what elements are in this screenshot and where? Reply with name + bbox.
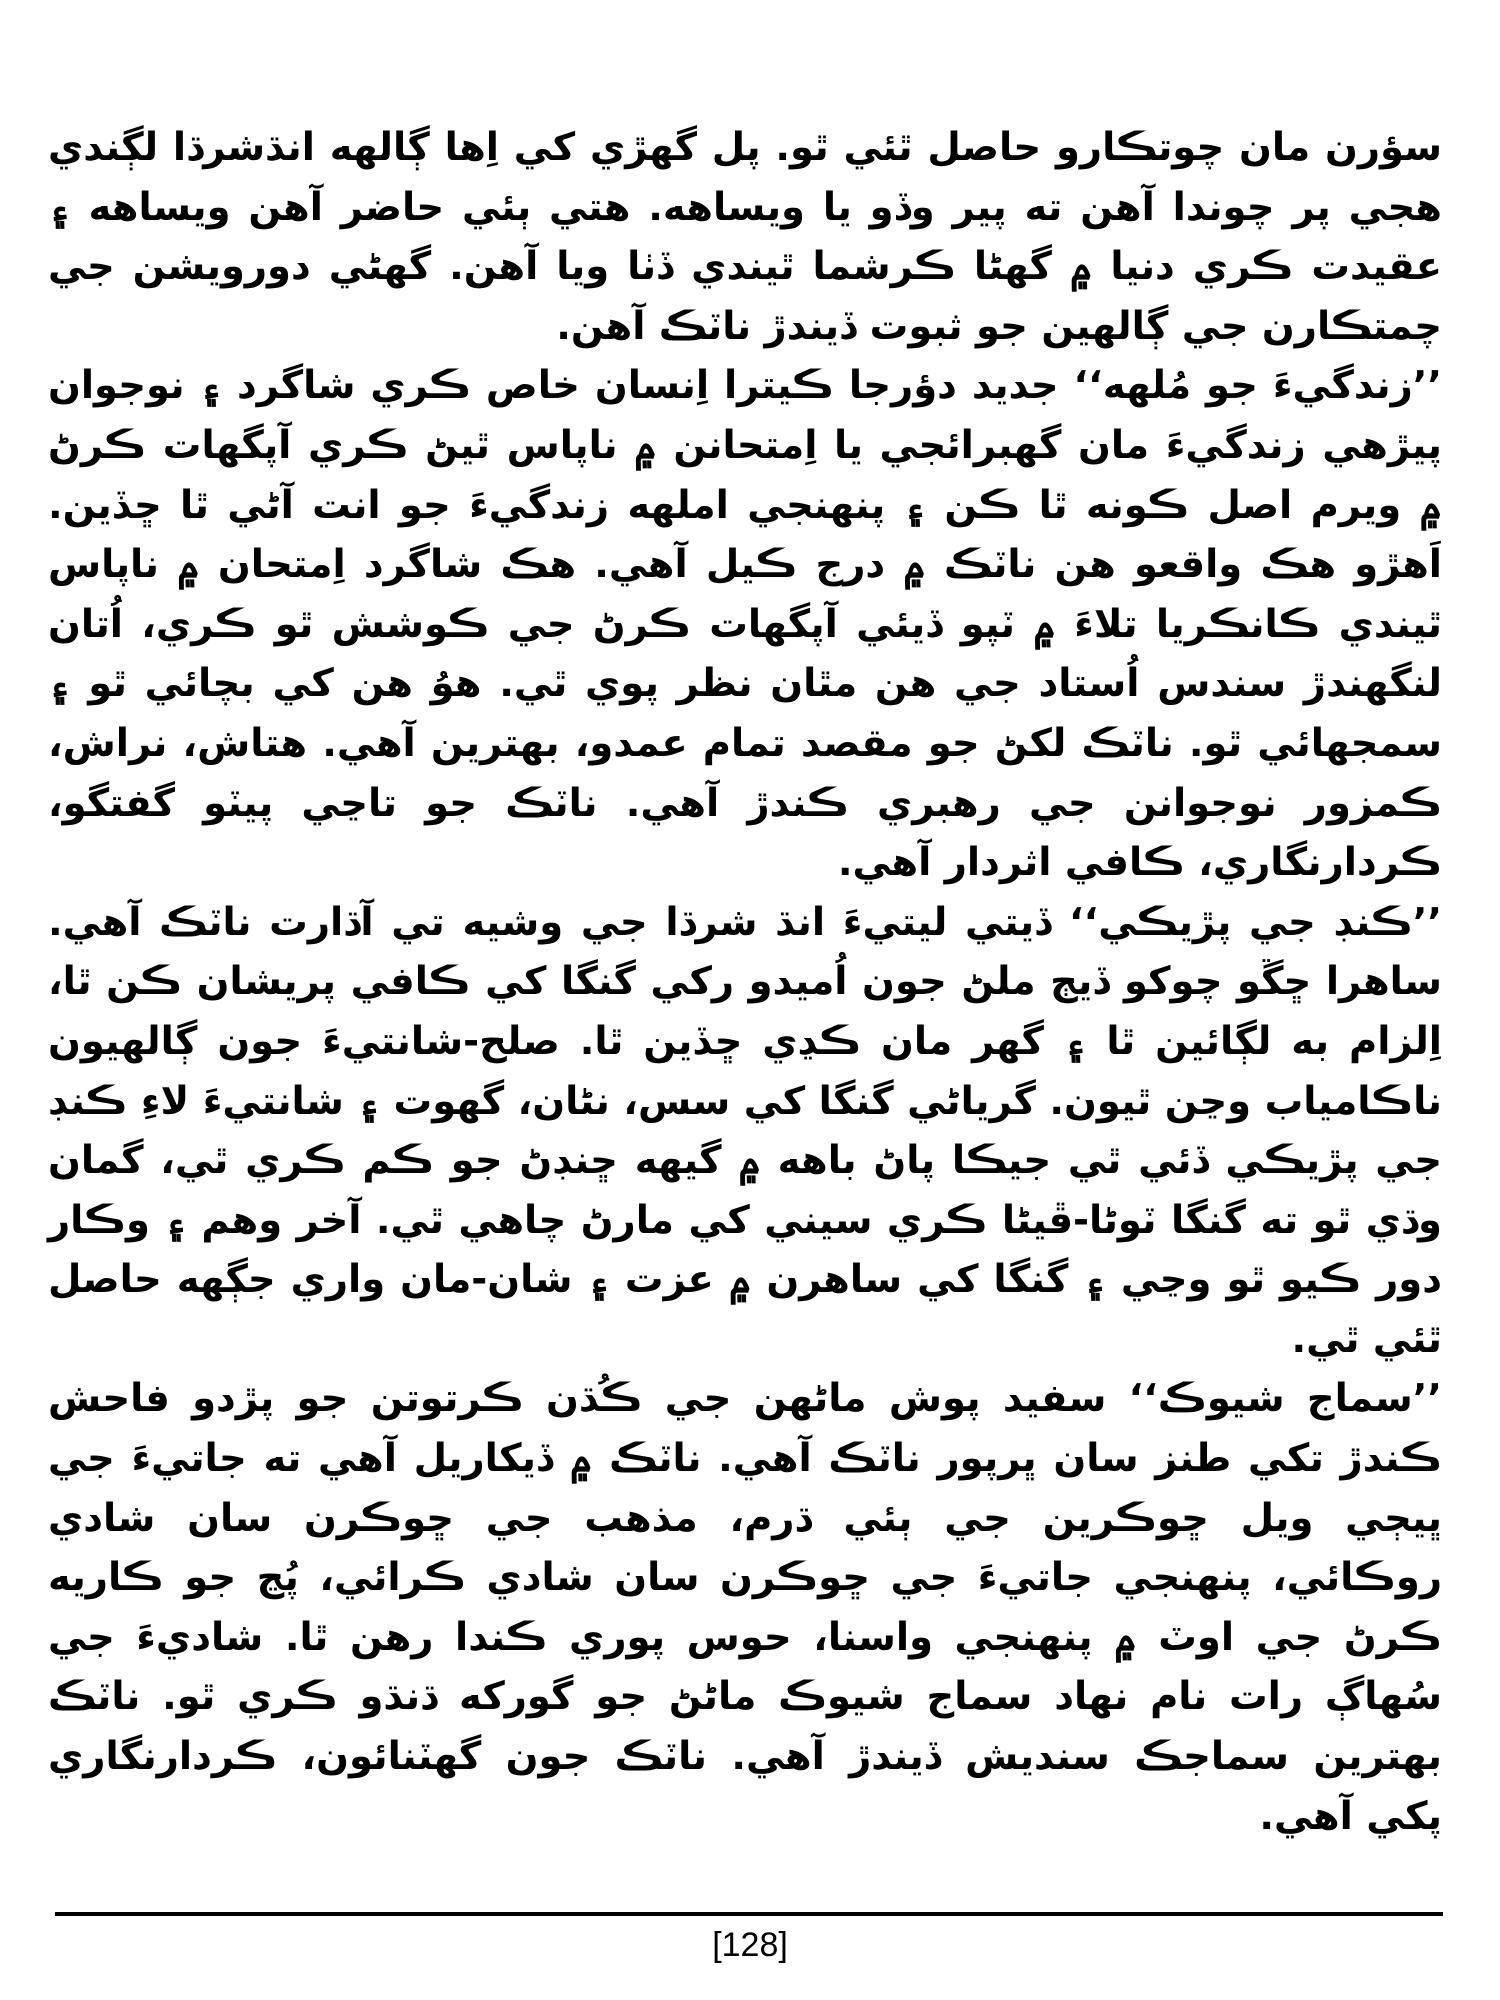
paragraph-2: ’’زندگيءَ جو مُلهه‘‘ جديد دؤرجا ڪيترا اِنسان خاص ڪري شاگرد ۽ نوجوان پيڙهي زندگيءَ مان گهبرائجي يا اِمتحانن ۾ ناپاس ٿيڻ ڪري آپگهات ڪرڻ ۾ ويرم اصل ڪونه ٿا ڪن ۽ پنهنجي املهه زندگيءَ جو انت آڻي ٿا ڇڏين. اَهڙو هڪ واقعو هن ناٽڪ ۾ درج ڪيل آهي. هڪ شاگرد اِمتحان ۾ ناپاس ٿيندي ڪانڪريا تلاءَ ۾ ٽپو ڏيئي آپگهات ڪرڻ جي ڪوشش ٿو ڪري، اُتان لنگهندڙ سندس اُستاد جي هن مٿان نظر پوي ٿي. هوُ هن کي بچائي ٿو ۽ سمجهائي ٿو. ناٽڪ لکڻ جو مقصد تمام عمدو، بهترين آهي. هتاش، نراش، ڪمزور نوجوانن جي رهبري ڪندڙ آهي. ناٽڪ جو تاڃي پيٽو گفتگو، ڪردارنگاري، ڪافي اثردار آهي. (48, 363, 1442, 886)
paragraph-3: ’’ڪنڊ جي پڙيڪي‘‘ ڏيتي ليتيءَ انڌ شرڌا جي وشيه تي آڌارت ناٽڪ آهي. ساهرا ڇڱو چوکو ڏيڄ ملڻ جون اُميدو رکي گنگا کي ڪافي پريشان ڪن ٿا، اِلزام به لڳائين ٿا ۽ گهر مان ڪڍي ڇڏين ٿا. صلح-شانتيءَ جون ڳالهيون ناڪامياب وڃن ٿيون. گرياڻي گنگا کي سس، نڻان، گهوت ۽ شانتيءَ لاءِ ڪنڊ جي پڙيڪي ڏئي ٿي جيڪا پاڻ باهه ۾ گيهه ڇنڊڻ جو ڪم ڪري ٿي، گمان وڌي ٿو ته گنگا ٽوڻا-ڦيڻا ڪري سيني کي مارڻ چاهي ٿي. آخر وهم ۽ وڪار دور ڪيو ٿو وڃي ۽ گنگا کي ساهرن ۾ عزت ۽ شان-مان واري جڳهه حاصل ٿئي ٿي. (48, 899, 1442, 1362)
paragraph-4: ’’سماج شيوڪ‘‘ سفيد پوش ماڻهن جي ڪُڌن ڪرتوتن جو پڙدو فاحش ڪندڙ تکي طنز سان ڀرپور ناٽڪ آهي. ناٽڪ ۾ ڏيکاريل آهي ته جاتيءَ جي ڀيڄي ويل ڇوڪرين جي ٻئي ڌرم، مذهب جي ڇوڪرن سان شادي روڪائي، پنهنجي جاتيءَ جي ڇوڪرن سان شادي ڪرائي، پُڃ جو ڪاريه ڪرڻ جي اوٽ ۾ پنهنجي واسنا، حوس پوري ڪندا رهن ٿا. شاديءَ جي سُهاڳ رات نام نهاد سماج شيوڪ ماڻڻ جو گورکه ڌنڌو ڪري ٿو. ناٽڪ بهترين سماجڪ سنديش ڏيندڙ آهي. ناٽڪ جون گهٽنائون، ڪردارنگاري پکي آهي. (48, 1376, 1442, 1839)
page-number: [128] (712, 1926, 788, 1964)
body-text (48, 118, 1442, 1846)
footer-rule (55, 1912, 1443, 1916)
paragraph-1: سؤرن مان چوتڪارو حاصل ٿئي ٿو. پل گهڙي کي اِها ڳالهه انڌشرڌا لڳندي هجي پر چوندا آهن ته پير وڏو يا ويساهه. هتي ٻئي حاضر آهن ويساهه ۽ عقيدت ڪري دنيا ۾ گهڻا ڪرشما ٿيندي ڏٺا ويا آهن. گهڻي دورويشن جي چمتڪارن جي ڳالهين جو ثبوت ڏيندڙ ناٽڪ آهن. (48, 125, 1442, 349)
